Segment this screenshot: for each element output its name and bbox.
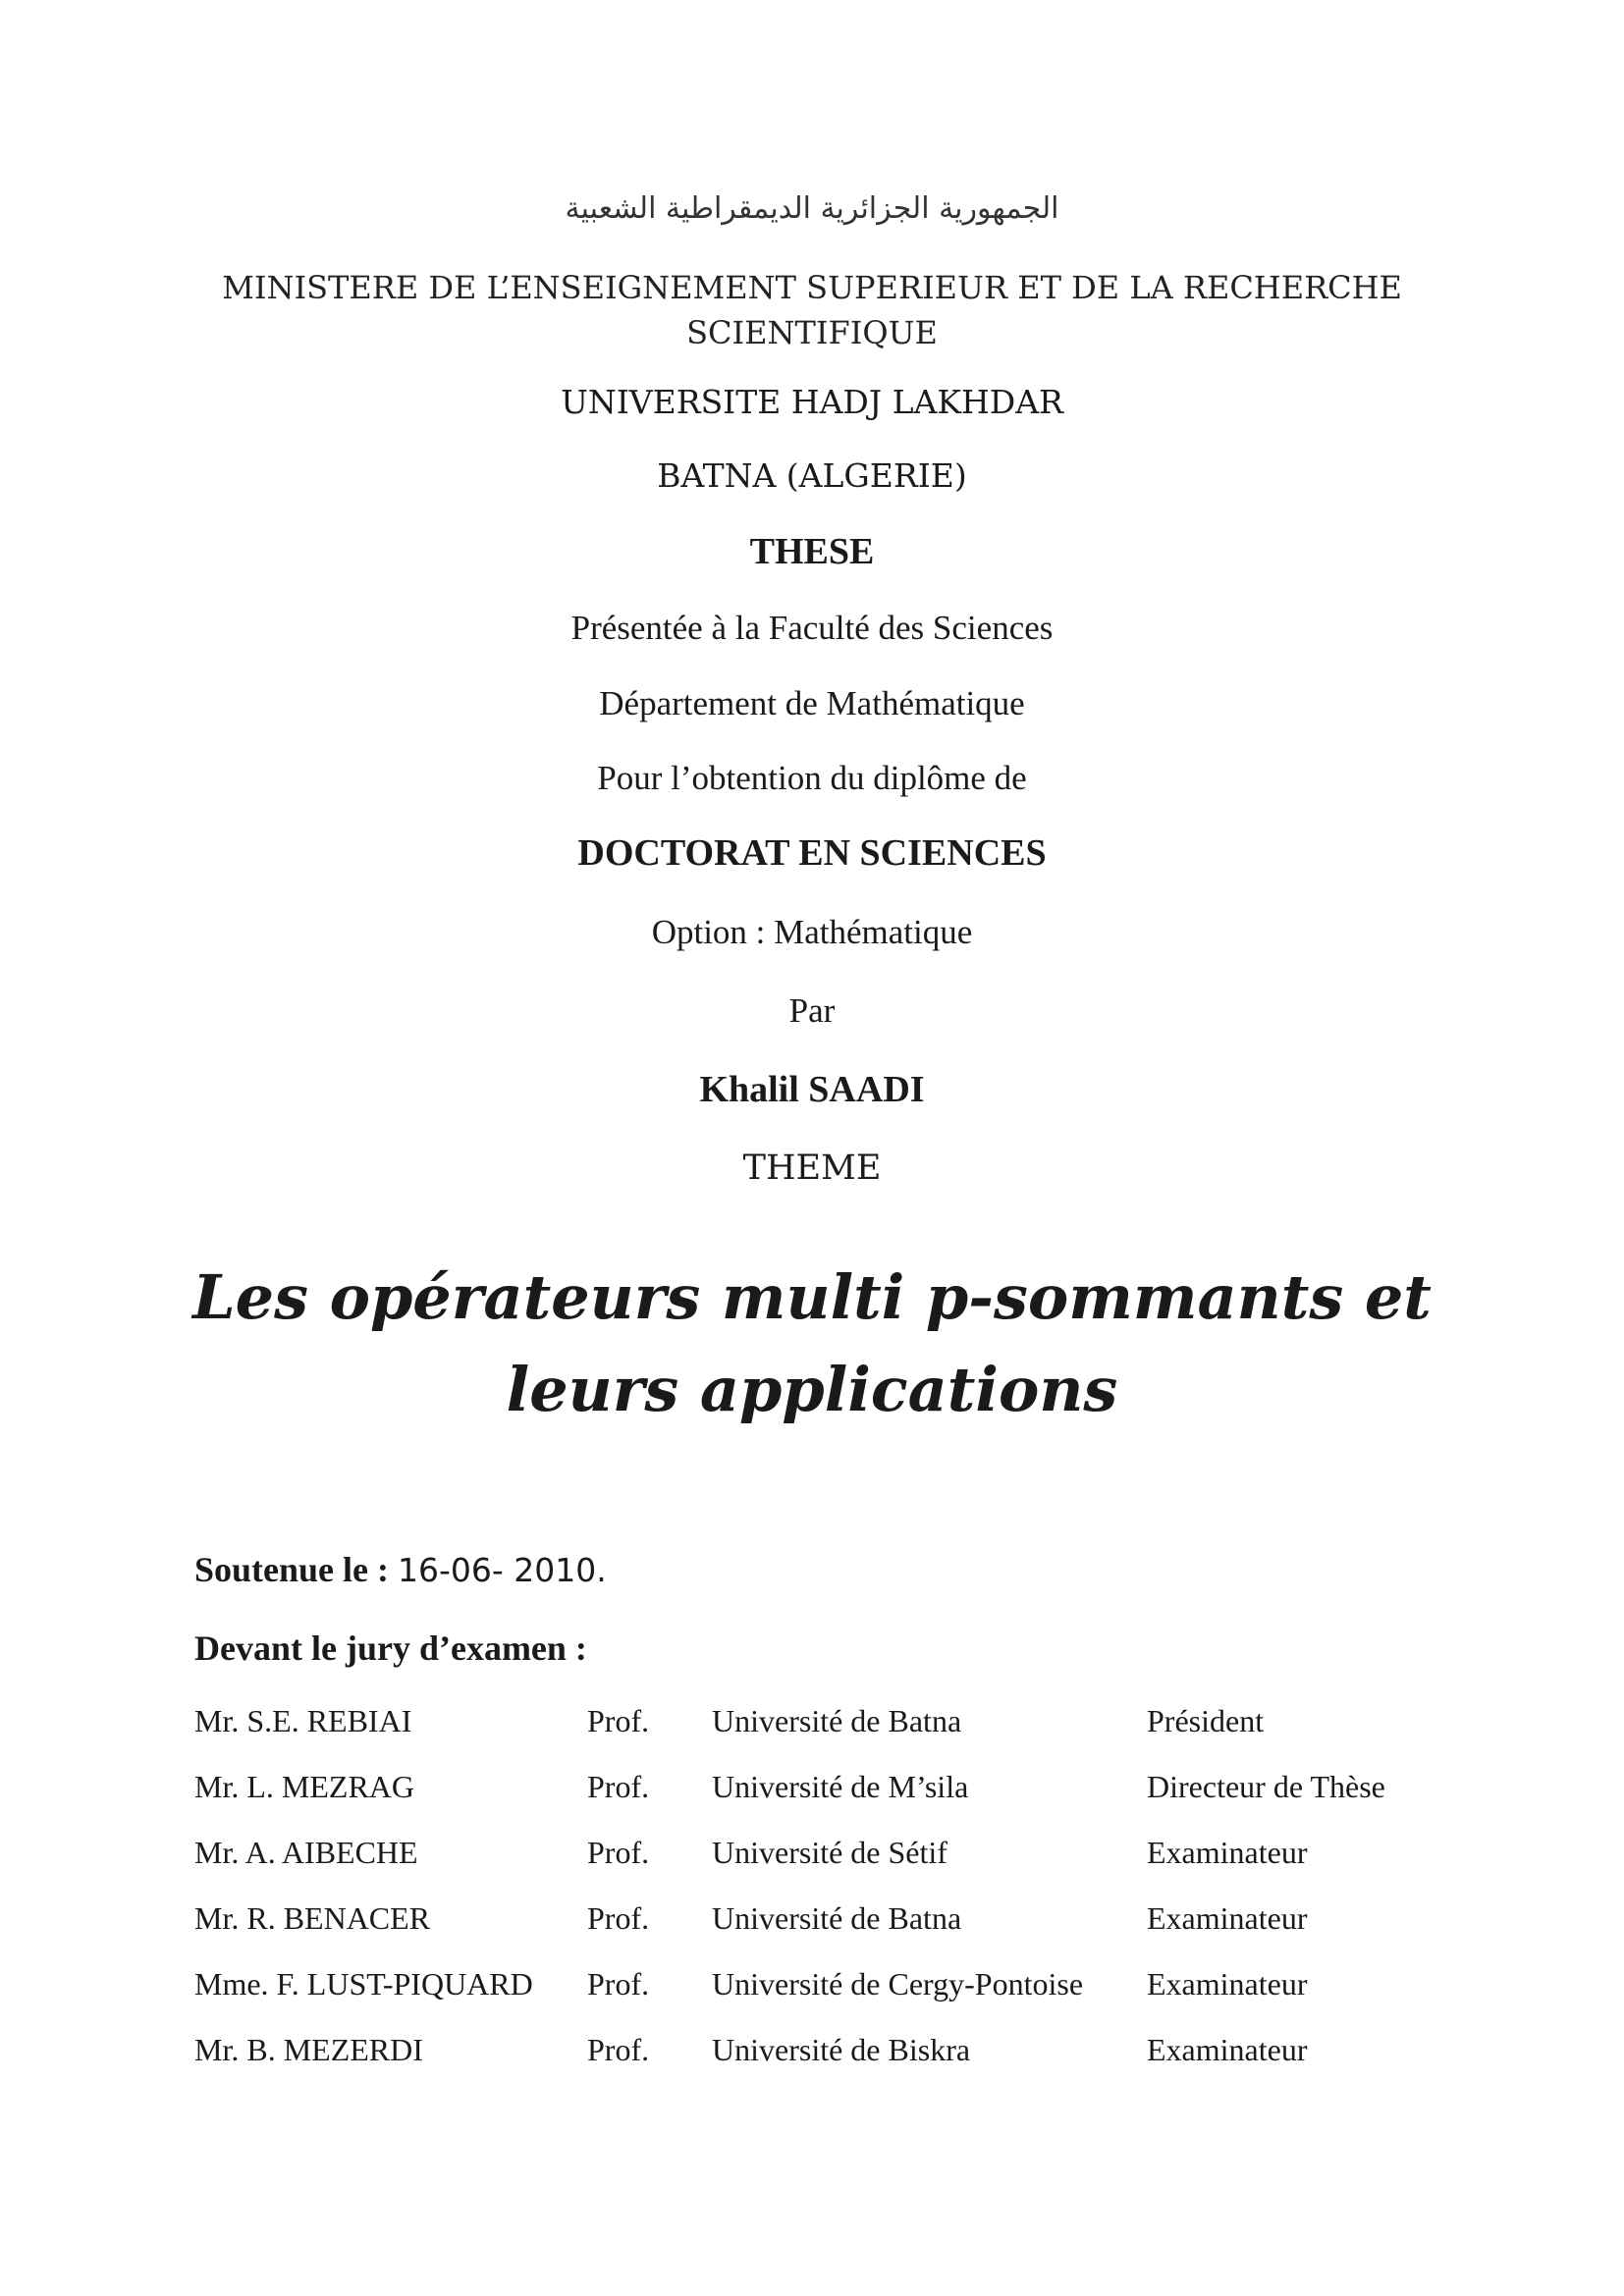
jury-member-role: Président [1147,1703,1265,1738]
jury-member-institution: Université de Batna [712,1703,962,1738]
author-name: Khalil SAADI [699,1069,925,1110]
jury-member-row [0,1966,1624,2015]
defense-date: 16-06- 2010. [398,1551,607,1589]
jury-member-grade: Prof. [587,1900,650,1936]
option-line: Option : Mathématique [651,913,973,951]
jury-member-institution: Université de M’sila [712,1769,969,1804]
university-city: BATNA (ALGERIE) [657,456,967,495]
jury-member-grade: Prof. [587,2032,650,2067]
jury-member-name: Mr. R. BENACER [194,1900,431,1936]
defense-label: Soutenue le : [194,1550,389,1589]
theme-label: THEME [742,1148,882,1188]
faculty-line: Présentée à la Faculté des Sciences [570,609,1054,647]
jury-member-grade: Prof. [587,1835,650,1870]
jury-heading: Devant le jury d’examen : [194,1629,587,1668]
defense-date-line [194,1549,607,1590]
ministry-name: MINISTERE DE L’ENSEIGNEMENT SUPERIEUR ET DE LA RECHERCHE SCIENTIFIQUE [222,269,1402,351]
jury-member-row [0,1703,1624,1752]
degree-name: DOCTORAT EN SCIENCES [577,832,1047,874]
jury-member-name: Mr. L. MEZRAG [194,1769,414,1804]
jury-member-role: Examinateur [1147,1966,1308,2002]
jury-member-grade: Prof. [587,1703,650,1738]
jury-member-institution: Université de Batna [712,1900,962,1936]
jury-member-grade: Prof. [587,1769,650,1804]
jury-member-institution: Université de Biskra [712,2032,971,2067]
jury-member-role: Examinateur [1147,1835,1308,1870]
jury-member-row [0,1835,1624,1884]
jury-member-row [0,1900,1624,1949]
thesis-title: Les opérateurs multi p-sommants et leurs applications [192,1261,1432,1425]
jury-member-role: Directeur de Thèse [1147,1769,1385,1804]
jury-member-row [0,2032,1624,2081]
jury-member-role: Examinateur [1147,2032,1308,2067]
jury-member-role: Examinateur [1147,1900,1308,1936]
jury-member-name: Mr. S.E. REBIAI [194,1703,412,1738]
jury-member-name: Mme. F. LUST-PIQUARD [194,1966,533,2002]
arabic-republic-line: الجمهورية الجزائرية الديمقراطية الشعبية [565,191,1059,226]
document-type: THESE [749,531,875,572]
jury-member-institution: Université de Sétif [712,1835,947,1870]
jury-member-name: Mr. A. AIBECHE [194,1835,418,1870]
obtention-line: Pour l’obtention du diplôme de [597,759,1027,797]
jury-member-institution: Université de Cergy-Pontoise [712,1966,1084,2002]
jury-member-grade: Prof. [587,1966,650,2002]
by-label: Par [788,991,836,1030]
department-line: Département de Mathématique [599,684,1025,722]
jury-member-row [0,1769,1624,1818]
jury-member-name: Mr. B. MEZERDI [194,2032,423,2067]
university-name: UNIVERSITE HADJ LAKHDAR [561,383,1063,421]
